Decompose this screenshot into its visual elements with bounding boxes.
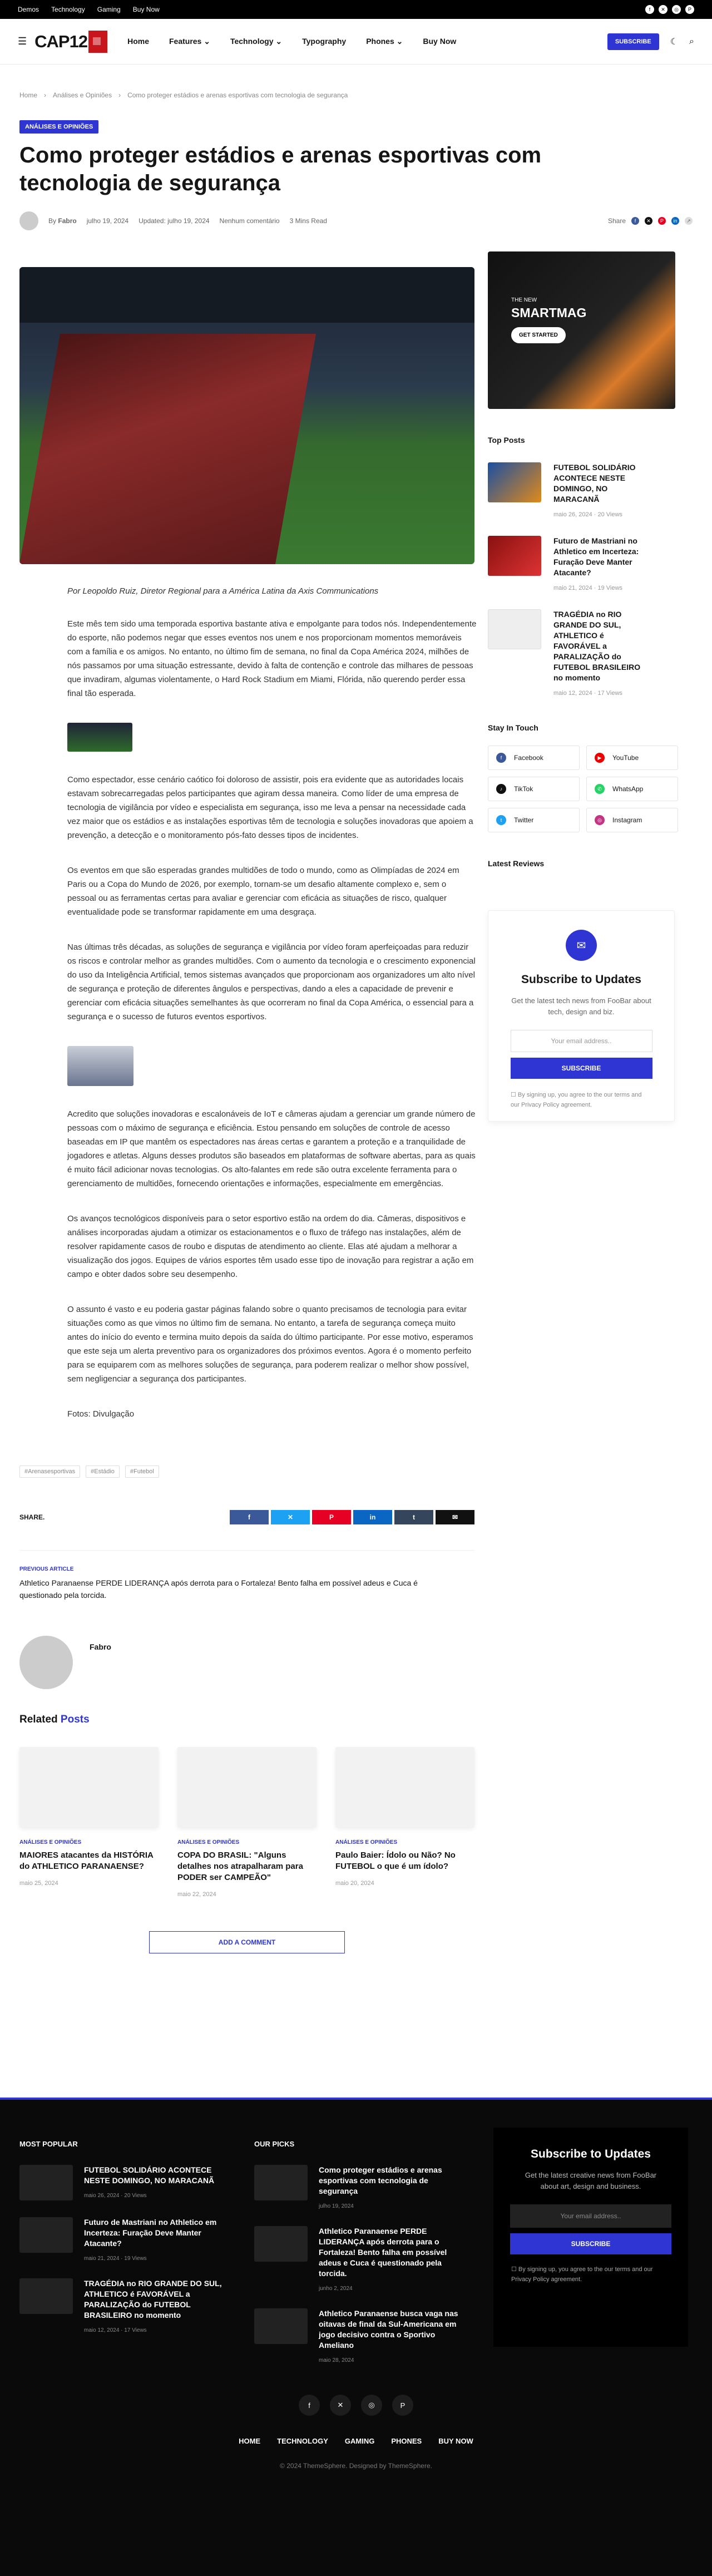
twitter-icon: t [496, 815, 506, 825]
tags [19, 1465, 474, 1478]
nav-home[interactable]: Home [127, 37, 149, 46]
avatar[interactable] [19, 211, 38, 230]
our-picks: OUR PICKS Como proteger estádios e arenas esportivas com tecnologia de segurança julho 19, 2024 Athletico Paranaense PERDE LIDERANÇA após derrota para o Fortaleza! Bento falha em possível adeus e Cuca é questionado pela torcida. junho 2, 2024 Athletico Paranaense busca vaga nas oitavas de final da Sul-Americana em jogo decisivo contra o Sportivo Ameliano maio 28, 2024 [254, 2140, 460, 2363]
logo[interactable]: CAP12 [34, 31, 107, 53]
list-item[interactable]: TRAGÉDIA no RIO GRANDE DO SUL, ATHLETICO é FAVORÁVEL a PARALIZAÇÃO do FUTEBOL BRASILEIRO no momento maio 12, 2024 · 17 Views [19, 2278, 225, 2333]
pinterest-icon[interactable]: P [685, 5, 694, 14]
previous-article[interactable] [19, 1550, 474, 1601]
nav-technology[interactable]: Technology ⌄ [230, 37, 283, 46]
share-label[interactable]: Share [607, 217, 626, 225]
pinterest-share-button[interactable]: P [312, 1510, 351, 1524]
linkedin-share-button[interactable]: in [353, 1510, 392, 1524]
top-links [18, 6, 160, 13]
share-top [608, 217, 693, 225]
top-link-demos[interactable]: Demos [18, 6, 39, 13]
author-photo [67, 1046, 134, 1086]
list-item[interactable]: Como proteger estádios e arenas esportivas com tecnologia de segurança julho 19, 2024 [254, 2165, 460, 2209]
footer-nav-technology[interactable]: TECHNOLOGY [277, 2437, 328, 2445]
copyright: © 2024 ThemeSphere. Designed by ThemeSphere. [280, 2462, 432, 2470]
breadcrumb-sep: › [118, 91, 121, 99]
most-popular: MOST POPULAR FUTEBOL SOLIDÁRIO ACONTECE NESTE DOMINGO, NO MARACANÃ maio 26, 2024 · 20 Views Futuro de Mastriani no Athletico em Incerteza: Furação Deve Manter Atacante? maio 21, 2024 · 19 Views TRAGÉDIA no RIO GRANDE DO SUL, ATHLETICO é FAVORÁVEL a PARALIZAÇÃO do FUTEBOL BRASILEIRO no momento maio 12, 2024 · 17 Views [19, 2140, 225, 2363]
terms-checkbox-label[interactable]: ☐ By signing up, you agree to the our terms and our Privacy Policy agreement. [511, 2266, 653, 2283]
related-posts [19, 1747, 474, 1898]
top-link-gaming[interactable]: Gaming [97, 6, 121, 13]
x-icon[interactable]: ✕ [330, 2395, 351, 2416]
nav-features[interactable]: Features ⌄ [169, 37, 210, 46]
subscribe-box [488, 910, 675, 1122]
x-icon[interactable]: ✕ [645, 217, 652, 225]
article-body [19, 251, 477, 1953]
paragraph: Os eventos em que são esperadas grandes multidões de todo o mundo, como as Olimpíadas de 2024 em Paris ou a Copa do Mundo de 2026, por exemplo, tornam-se um desafio altamente complexo e, sem o pessoal ou as ferramentas certas para avaliar e gerenciar com eficácia as situações de risco, qualquer eventualidade pode se transformar rapidamente em uma desgraça. [67, 866, 459, 917]
footer-nav [0, 2437, 712, 2445]
related-card[interactable]: ANÁLISES E OPINIÕES COPA DO BRASIL: "Alguns detalhes nos atrapalharam para PODER ser CAMPEÃO" maio 22, 2024 [177, 1747, 317, 1898]
page-title: Como proteger estádios e arenas esportivas com tecnologia de segurança [19, 143, 542, 195]
article-meta [19, 211, 693, 230]
previous-title[interactable]: Athletico Paranaense PERDE LIDERANÇA após derrota para o Fortaleza! Bento falha em possível adeus e Cuca é questionado pela torcida. [19, 1578, 418, 1600]
author-avatar[interactable] [19, 1636, 73, 1689]
pinterest-icon[interactable]: P [658, 217, 666, 225]
paragraph: Este mês tem sido uma temporada esportiva bastante ativa e empolgante para todos nós. Independentemente do esporte, não podemos negar que esses eventos nos unem e nos proporcionam momentos memoráveis com a família e os amigos. No entanto, no último fim de semana, no final da Copa América 2024, milhões de nós passamos por uma situação estressante, devido à falta de contenção e controle das milhares de pessoas que invadiram, algumas violentamente, o Hard Rock Stadium em Miami, Flórida, não querendo perder essa final tão esperada. [67, 619, 477, 698]
share-bar [19, 1510, 474, 1524]
tiktok-link[interactable]: ♪ TikTok [488, 777, 580, 801]
top-link-technology[interactable]: Technology [51, 6, 85, 13]
facebook-link[interactable]: f Facebook [488, 746, 580, 770]
dark-mode-icon[interactable]: ☾ [670, 37, 679, 47]
by-label: By [48, 217, 57, 225]
link-icon[interactable]: ↗ [685, 217, 693, 225]
top-social [645, 5, 694, 14]
footer-nav-phones[interactable]: PHONES [391, 2437, 422, 2445]
main-nav [127, 37, 456, 46]
updated-date: Updated: julho 19, 2024 [139, 217, 210, 225]
previous-label: PREVIOUS ARTICLE [19, 1566, 74, 1572]
breadcrumb-current: Como proteger estádios e arenas esportivas com tecnologia de segurança [127, 91, 348, 99]
mail-icon: ✉ [566, 930, 597, 961]
tiktok-icon: ♪ [496, 784, 506, 794]
author-box [19, 1636, 474, 1689]
list-item[interactable]: FUTEBOL SOLIDÁRIO ACONTECE NESTE DOMINGO, NO MARACANÃ maio 26, 2024 · 20 Views [19, 2165, 225, 2200]
instagram-icon: ◎ [595, 815, 605, 825]
breadcrumb-category[interactable]: Análises e Opiniões [53, 91, 112, 99]
get-started-button[interactable]: GET STARTED [511, 327, 566, 343]
paragraph: Os avanços tecnológicos disponíveis para o setor esportivo estão na ordem do dia. Câmeras, dispositivos e análises incorporadas ajudam a otimizar os estacionamentos e o fluxo de tráfego nas instalações, além de resolver rapidamente casos de roubo e disputas de atendimento ao cliente. Elas até ajudam a melhorar a visualização dos jogos. Equipes de vários esportes têm usado esse tipo de inovação para registrar a ação em campo e obter dados sobre seu desempenho. [67, 1214, 474, 1279]
top-post[interactable]: FUTEBOL SOLIDÁRIO ACONTECE NESTE DOMINGO, NO MARACANÃ maio 26, 2024 · 20 Views [488, 462, 646, 518]
email-share-button[interactable]: ✉ [436, 1510, 474, 1524]
twitter-link[interactable]: t Twitter [488, 808, 580, 832]
email-field[interactable]: Your email address.. [510, 2204, 671, 2228]
footer-subscribe: Subscribe to Updates Get the latest creative news from FooBar about art, design and business. Your email address.. SUBSCRIBE ☐ By signing up, you agree to the our terms and our Privacy Policy agreement. [493, 2128, 688, 2347]
menu-icon[interactable]: ☰ [18, 36, 27, 47]
tag[interactable]: #Arenasesportivas [19, 1465, 80, 1478]
instagram-icon[interactable]: ◎ [672, 5, 681, 14]
author-name[interactable]: Fabro [90, 1642, 111, 1651]
list-item[interactable]: Futuro de Mastriani no Athletico em Incerteza: Furação Deve Manter Atacante? maio 21, 2024 · 19 Views [19, 2217, 225, 2262]
nav-typography[interactable]: Typography [302, 37, 347, 46]
list-item[interactable]: Athletico Paranaense busca vaga nas oitavas de final da Sul-Americana em jogo decisivo contra o Sportivo Ameliano maio 28, 2024 [254, 2308, 460, 2363]
author-link[interactable]: Fabro [58, 217, 77, 225]
terms-checkbox-label[interactable]: ☐ By signing up, you agree to the our terms and our Privacy Policy agreement. [511, 1092, 642, 1108]
paragraph: Acredito que soluções inovadoras e escalonáveis de IoT e câmeras ajudam a gerenciar um grande número de pessoas com o máximo de segurança e eficiência. Estou pensando em soluções de controle de acesso baseadas em IP que mantêm os espectadores nas áreas certas e garantem a proteção e a tranquilidade de jogadores e atletas. Alguns desses produtos são baseados em plataformas de software abertas, para as quais é muito fácil adicionar novas tecnologias. Os alto-falantes em rede são outra excelente ferramenta para o gerenciamento de multidões, fornecendo orientações e informações, especialmente em emergências. [67, 1109, 476, 1188]
tag[interactable]: #Futebol [125, 1465, 159, 1478]
subscribe-title: Subscribe to Updates [521, 973, 641, 986]
category-badge[interactable]: ANÁLISES E OPINIÕES [19, 120, 98, 134]
footer-nav-buy-now[interactable]: BUY NOW [438, 2437, 473, 2445]
nav-buy-now[interactable]: Buy Now [423, 37, 457, 46]
latest-reviews-heading: Latest Reviews [488, 859, 545, 868]
add-comment-button[interactable]: ADD A COMMENT [149, 1931, 345, 1953]
tag[interactable]: #Estádio [86, 1465, 120, 1478]
footer [0, 2098, 712, 2576]
instagram-icon[interactable]: ◎ [361, 2395, 382, 2416]
stay-in-touch-heading: Stay In Touch [488, 723, 538, 732]
facebook-icon[interactable]: f [299, 2395, 320, 2416]
facebook-icon[interactable]: f [645, 5, 654, 14]
tumblr-share-button[interactable]: t [394, 1510, 433, 1524]
facebook-icon[interactable]: f [631, 217, 639, 225]
whatsapp-link[interactable]: ✆ WhatsApp [586, 777, 678, 801]
subscribe-submit-button[interactable]: SUBSCRIBE [511, 1058, 652, 1079]
comments-link[interactable]: Nenhum comentário [219, 217, 280, 225]
footer-nav-home[interactable]: HOME [239, 2437, 261, 2445]
top-link-buy-now[interactable]: Buy Now [132, 6, 160, 13]
paragraph: O assunto é vasto e eu poderia gastar páginas falando sobre o quanto precisamos de tecnologia para evitar situações como as que vimos no último fim de semana. No entanto, a tarefa de segurança começa muito antes do início do evento e termina muito depois da saída do último participante. Por esse motivo, esperamos que este seja um alerta preventivo para os organizadores dos próximos eventos. Agora é o momento perfeito para se equiparem com as melhores soluções de segurança, para poderem realizar o melhor show possível, sem negligenciar a segurança dos participantes. [67, 1305, 473, 1384]
header [0, 19, 712, 65]
search-icon[interactable]: ⌕ [689, 36, 694, 46]
ad-banner[interactable]: THE NEW SMARTMAG GET STARTED [488, 251, 675, 409]
top-post[interactable]: Futuro de Mastriani no Athletico em Incerteza: Furação Deve Manter Atacante? maio 21, 2024 · 19 Views [488, 536, 646, 591]
publish-date: julho 19, 2024 [86, 217, 129, 225]
sidebar [488, 251, 651, 1953]
related-card[interactable]: ANÁLISES E OPINIÕES Paulo Baier: Ídolo ou Não? No FUTEBOL o que é um ídolo? maio 20, 2024 [335, 1747, 474, 1898]
list-item[interactable]: Athletico Paranaense PERDE LIDERANÇA após derrota para o Fortaleza! Bento falha em possível adeus e Cuca é questionado pela torcida. junho 2, 2024 [254, 2226, 460, 2292]
paragraph: Fotos: Divulgação [67, 1409, 135, 1419]
subscribe-text: Get the latest tech news from FooBar about tech, design and biz. [511, 996, 651, 1016]
breadcrumb-sep: › [44, 91, 47, 99]
x-share-button[interactable]: ✕ [271, 1510, 310, 1524]
hero-image [19, 267, 474, 564]
youtube-icon: ▶ [595, 753, 605, 763]
paragraph: Nas últimas três décadas, as soluções de segurança e vigilância por vídeo foram aperfeiçoadas para reduzir os riscos e controlar melhor as grandes multidões. Com o aumento da tecnologia e o crescimento exponencial do uso da Inteligência Artificial, temos sistemas avançados que proporcionam aos organizadores um alto nível de segurança e proteção de diferentes ângulos e perspectivas, dando a eles a capacidade de prevenir e gerenciar com eficácia situações semelhantes às que ocorreram no final da Copa América, o essencial para a segurança e o sucesso de futuros eventos esportivos. [67, 942, 476, 1021]
whatsapp-icon: ✆ [595, 784, 605, 794]
facebook-share-button[interactable]: f [230, 1510, 269, 1524]
related-heading: Related Posts [19, 1714, 90, 1725]
related-card[interactable]: ANÁLISES E OPINIÕES MAIORES atacantes da HISTÓRIA do ATHLETICO PARANAENSE? maio 25, 2024 [19, 1747, 159, 1898]
share-label: SHARE. [19, 1513, 45, 1521]
breadcrumb [0, 91, 712, 99]
linkedin-icon[interactable]: in [671, 217, 679, 225]
youtube-link[interactable]: ▶ YouTube [586, 746, 678, 770]
inline-image [67, 723, 132, 752]
top-post[interactable]: TRAGÉDIA no RIO GRANDE DO SUL, ATHLETICO é FAVORÁVEL a PARALIZAÇÃO do FUTEBOL BRASILEIRO no momento maio 12, 2024 · 17 Views [488, 609, 646, 697]
top-bar [0, 0, 712, 19]
breadcrumb-home[interactable]: Home [19, 91, 38, 99]
facebook-icon: f [496, 753, 506, 763]
social-grid [488, 746, 646, 832]
top-posts-heading: Top Posts [488, 436, 525, 445]
x-icon[interactable]: ✕ [659, 5, 668, 14]
pinterest-icon[interactable]: P [392, 2395, 413, 2416]
email-field[interactable]: Your email address.. [511, 1030, 652, 1052]
paragraph: Como espectador, esse cenário caótico foi doloroso de assistir, pois era evidente que as autoridades locais estavam sobrecarregadas pelos participantes que agiram dessa maneira. Como líder de uma empresa de tecnologia de vigilância por vídeo e especialista em segurança, isso me leva a pensar na necessidade cada vez maior que os estádios e as instalações esportivas têm de tecnologia e soluções inovadoras que apoiem a prevenção, a detecção e o monitoramento pós-fato desses tipos de incidentes. [67, 775, 473, 840]
subscribe-button[interactable]: SUBSCRIBE [607, 33, 659, 50]
footer-social [0, 2395, 712, 2416]
read-time: 3 Mins Read [289, 217, 327, 225]
subscribe-submit-button[interactable]: SUBSCRIBE [510, 2233, 671, 2254]
footer-nav-gaming[interactable]: GAMING [344, 2437, 375, 2445]
instagram-link[interactable]: ◎ Instagram [586, 808, 678, 832]
nav-phones[interactable]: Phones ⌄ [366, 37, 403, 46]
image-caption: Por Leopoldo Ruiz, Diretor Regional para a América Latina da Axis Communications [67, 586, 379, 596]
